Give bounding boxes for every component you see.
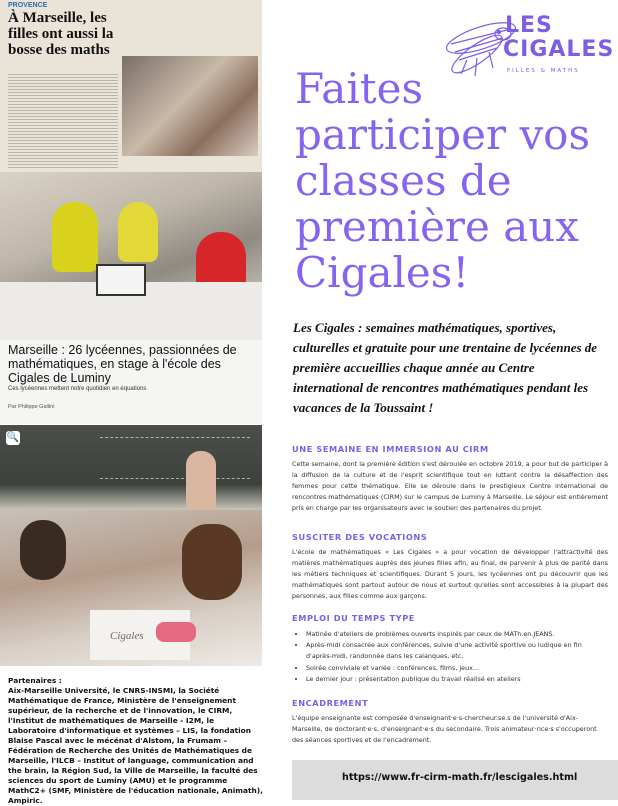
clipping-photo [122, 56, 258, 156]
section-title: ENCADREMENT [292, 698, 369, 708]
section-title: SUSCITER DES VOCATIONS [292, 532, 428, 542]
schedule-item: • Le dernier jour : présentation publique du travail réalisé en ateliers [306, 674, 608, 685]
group-work-photo [0, 510, 262, 666]
clipping-headline: À Marseille, les filles ont aussi la bosse des maths [8, 10, 114, 58]
section-encadrement [292, 698, 608, 746]
tote-bag-text: Cigales [110, 630, 144, 642]
section-body: Cette semaine, dont la première édition s'est déroulée en octobre 2019, a pour but de participer à la diffusion de la culture et de l'esprit scientifique tout en luttant contre la désaffection des femmes pour cette thématique. Elle se déroule dans le prestigieux Centre international de rencontres mathématiques (CIRM) sur le campus de Luminy à Marseille. Le séjour est entièrement pris en charge par les organisateurs avec le soutien des partenaires du projet. [292, 460, 608, 512]
blackboard-writing [100, 437, 250, 479]
article-subtitle: Ces lycéennes mettent notre quotidien en équations [8, 386, 147, 392]
logo-title [503, 14, 614, 62]
section-body: L'école de mathématiques « Les Cigales » a pour vocation de développer l'attractivité des matières mathématiques auprès des jeunes filles afin, au final, de parvenir à plus de parité dans les métiers techniques et scientifiques. Durant 5 jours, les lycéennes ont pu découvrir que les mathématiques sont partout autour de nous et surtout qu'elles sont accessibles à la plupart des personnes, aux filles comme aux garçons. [292, 548, 608, 600]
student-figure [182, 524, 242, 600]
logo-title-line2: CIGALES [503, 37, 615, 62]
schedule-item: • Soirée conviviale et variée : conférences, films, jeux... [306, 663, 608, 674]
student-figure [186, 451, 216, 510]
magnify-icon: 🔍 [6, 432, 20, 443]
student-figure [52, 202, 98, 272]
clipping-kicker: PROVENCE [8, 2, 48, 9]
photo-column [0, 0, 265, 805]
partners-block [8, 676, 264, 806]
section-vocations [292, 532, 608, 602]
laptop [96, 264, 146, 296]
partners-title: Partenaires : [8, 676, 62, 685]
section-title: EMPLOI DU TEMPS TYPE [292, 613, 415, 623]
blackboard-photo [0, 425, 262, 510]
logo-title-line1: LES [505, 13, 553, 38]
article-byline: Par Philippe Gallini [8, 404, 55, 410]
student-figure [20, 520, 66, 580]
lead-paragraph: Les Cigales : semaines mathématiques, sportives, culturelles et gratuite pour une trentaine de lycéennes de première accueillies chaque année au Centre international de rencontres mathématiques pendant les vacances de la Toussaint ! [293, 320, 598, 415]
logo-subtitle: FILLES & MATHS [507, 68, 580, 74]
partners-text: Aix-Marseille Université, le CNRS-INSMI, la Société Mathématique de France, Ministère de l'enseignement supérieur, de la recherche et de l'innovation, le CIRM, l'Institut de mathématiques de Marseille - I2M, le Laboratoire d'informatique et systèmes – LIS, la fondation Blaise Pascal avec le mécénat d'Alstom, la Frumam – Fédération de Recherche des Unités de Mathématiques de Marseille, l'ILCB – Institut of language, communication and the brain, la Région Sud, la Ville de Marseille, la faculté des sciences du sport de Luminy (AMU) et le programme MathC2+ (SMF, Ministère de l'éducation nationale, Animath), Ampiric. [8, 686, 263, 805]
section-schedule [292, 613, 608, 685]
student-figure [118, 202, 158, 262]
clipping-text-lines [8, 72, 118, 168]
schedule-item: • Matinée d'ateliers de problèmes ouverts inspirés par ceux de MATh.en.JEANS. [306, 629, 608, 640]
newspaper-clipping [0, 0, 262, 172]
page-title: Faites participer vos classes de première aux Cigales! [295, 64, 591, 297]
website-link[interactable]: https://www.fr-cirm-math.fr/lescigales.html [342, 772, 578, 783]
article-caption [0, 340, 262, 424]
schedule-item: • Après-midi consacrée aux conférences, suivie d'une activité sportive ou ludique en fin d'après-midi, randonnée dans les calanques, etc. [306, 640, 608, 662]
workshop-photo [0, 172, 262, 340]
section-title: UNE SEMAINE EN IMMERSION AU CIRM [292, 444, 489, 454]
pencil-case [156, 622, 196, 642]
section-body: L'équipe enseignante est composée d'enseignant·e·s-chercheur.se.s de l'université d'Aix-Marseille, de doctorant·e·s, d'enseignant·e·s du secondaire. Trois animateur·rice·s s'occuperont des séances sportives et de l'encadrement. [292, 714, 597, 744]
schedule-list [292, 629, 608, 685]
article-title: Marseille : 26 lycéennes, passionnées de mathématiques, en stage à l'école des Cigales de Luminy [8, 343, 237, 385]
section-immersion [292, 444, 608, 514]
